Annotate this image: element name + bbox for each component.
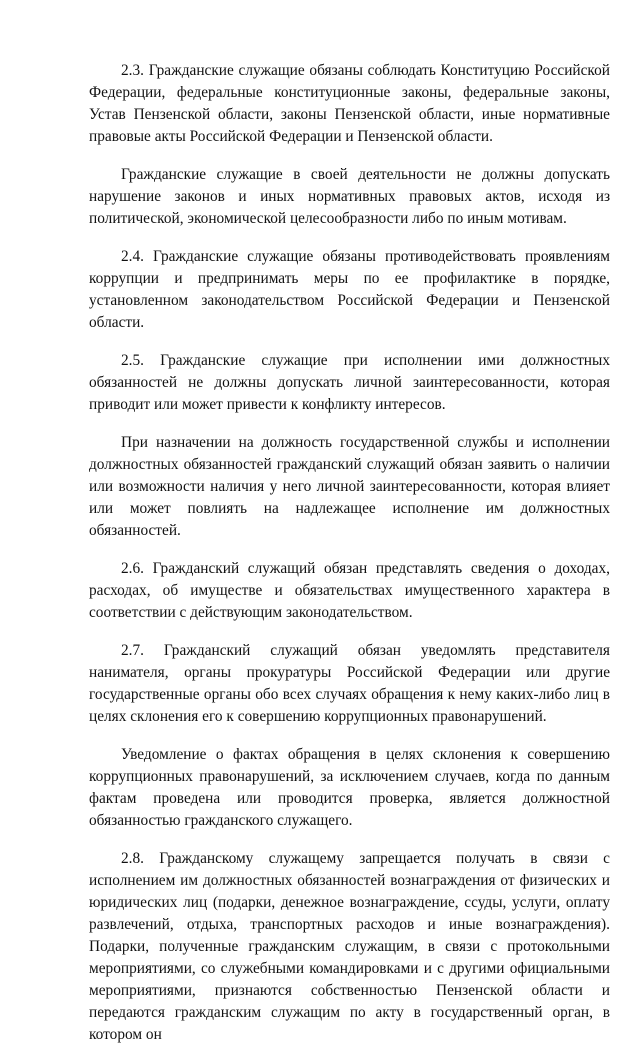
- paragraph-conflict-of-interest: При назначении на должность государственной службы и исполнении должностных обязанностей гражданский служащий обязан заявить о наличии или возможности наличия у него личной заинтересованности, которая влияет или может повлиять на надлежащее исполнение им должностных обязанностей.: [89, 434, 610, 539]
- document-body: [89, 60, 610, 1045]
- paragraph-2-6: 2.6. Гражданский служащий обязан представлять сведения о доходах, расходах, об имуществе и обязательствах имущественного характера в соответствии с действующим законодательством.: [89, 560, 610, 621]
- paragraph-2-4: 2.4. Гражданские служащие обязаны противодействовать проявлениям коррупции и предпринимать меры по ее профилактике в порядке, установленном законодательством Российской Федерации и Пензенской области.: [89, 248, 610, 331]
- paragraph-2-3: 2.3. Гражданские служащие обязаны соблюдать Конституцию Российской Федерации, федеральные конституционные законы, федеральные законы, Устав Пензенской области, законы Пензенской области, иные нормативные правовые акты Российской Федерации и Пензенской области.: [89, 62, 610, 145]
- paragraph-2-7: 2.7. Гражданский служащий обязан уведомлять представителя нанимателя, органы прокуратуры Российской Федерации или другие государственные органы обо всех случаях обращения к нему каких-либо лиц в целях склонения его к совершению коррупционных правонарушений.: [89, 642, 610, 725]
- paragraph-notification-duty: Уведомление о фактах обращения в целях склонения к совершению коррупционных правонарушений, за исключением случаев, когда по данным фактам проведена или проводится проверка, является должностной обязанностью гражданского служащего.: [89, 746, 610, 830]
- paragraph-2-8: 2.8. Гражданскому служащему запрещается получать в связи с исполнением им должностных обязанностей вознаграждения от физических и юридических лиц (подарки, денежное вознаграждение, ссуды, услуги, оплату развлечений, отдыха, транспортных расходов и иные вознаграждения). Подарки, полученные гражданским служащим, в связи с протокольными мероприятиями, со служебными командировками и с другими официальными мероприятиями, признаются собственностью Пензенской области и передаются гражданским служащим по акту в государственный орган, в котором он: [89, 850, 610, 1043]
- paragraph-legality: Гражданские служащие в своей деятельности не должны допускать нарушение законов и иных нормативных правовых актов, исходя из политической, экономической целесообразности либо по иным мотивам.: [89, 166, 610, 227]
- paragraph-2-5: 2.5. Гражданские служащие при исполнении ими должностных обязанностей не должны допускать личной заинтересованности, которая приводит или может привести к конфликту интересов.: [89, 352, 610, 413]
